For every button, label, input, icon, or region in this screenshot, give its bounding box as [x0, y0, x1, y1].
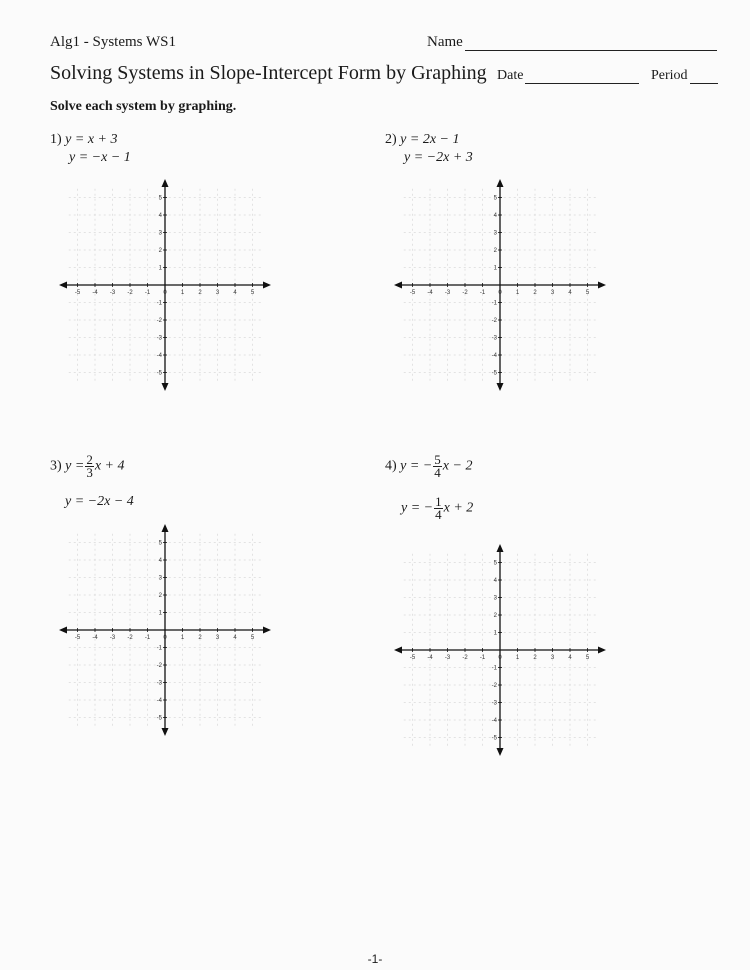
name-field [427, 34, 717, 51]
axis-arrow-icon [598, 282, 606, 289]
x-tick-label: 3 [550, 655, 555, 661]
y-tick-label: 2 [158, 593, 162, 599]
y-tick-label: 1 [158, 610, 162, 617]
axis-arrow-icon [497, 748, 504, 756]
equation-1-prefix: y = [65, 458, 85, 474]
x-tick-label: -4 [427, 655, 433, 661]
problem-2 [385, 132, 460, 148]
denominator: 4 [434, 465, 441, 480]
x-tick-label: 0 [163, 635, 167, 641]
fraction [434, 496, 443, 521]
y-tick-label: 5 [493, 560, 497, 567]
problem-number: 3) [50, 458, 62, 474]
problem-2-equation-2: y = −2x + 3 [404, 150, 473, 165]
y-tick-label: 3 [158, 575, 162, 582]
x-tick-label: 1 [180, 290, 185, 296]
y-tick-label: -4 [491, 353, 497, 359]
y-tick-label: 5 [158, 195, 162, 202]
x-tick-label: -2 [462, 655, 468, 661]
equation-1-suffix: x − 2 [442, 458, 473, 474]
x-tick-label: -5 [74, 290, 81, 296]
x-tick-label: 4 [233, 290, 237, 296]
equation-1: y = 2x − 1 [400, 132, 460, 147]
axis-arrow-icon [162, 179, 169, 187]
y-tick-label: -4 [491, 718, 497, 724]
numerator: 5 [434, 452, 441, 467]
x-tick-label: 0 [163, 290, 167, 296]
y-tick-label: 2 [158, 248, 162, 254]
equation-2-prefix: y = − [401, 500, 434, 516]
problem-1-equation-2: y = −x − 1 [69, 150, 131, 165]
x-tick-label: 0 [498, 290, 502, 296]
name-blank[interactable] [465, 36, 717, 51]
y-tick-label: 5 [158, 540, 162, 547]
period-blank[interactable] [690, 69, 718, 84]
y-tick-label: -3 [491, 335, 497, 342]
fraction [85, 454, 94, 479]
x-tick-label: -4 [92, 635, 98, 641]
axis-arrow-icon [59, 627, 67, 634]
axis-arrow-icon [394, 282, 402, 289]
x-tick-label: -3 [444, 655, 451, 661]
denominator: 4 [435, 507, 442, 522]
y-tick-label: -4 [156, 698, 162, 704]
x-tick-label: 3 [215, 290, 220, 296]
y-tick-label: -2 [491, 683, 497, 689]
x-tick-label: 1 [515, 290, 520, 296]
y-tick-label: -1 [156, 645, 162, 652]
x-tick-label: -1 [144, 635, 151, 641]
y-tick-label: 4 [493, 213, 497, 219]
equation-2-suffix: x + 2 [443, 500, 474, 516]
axis-arrow-icon [162, 383, 169, 391]
y-tick-label: 1 [158, 265, 162, 272]
x-tick-label: -1 [479, 290, 486, 296]
problem-number: 1) [50, 132, 62, 147]
problem-3-equation-2: y = −2x − 4 [65, 494, 134, 509]
y-tick-label: -3 [491, 700, 497, 707]
y-tick-label: 4 [158, 558, 162, 564]
y-tick-label: -1 [156, 300, 162, 307]
x-tick-label: 3 [550, 290, 555, 296]
y-tick-label: 3 [493, 230, 497, 237]
problem-4 [385, 454, 472, 479]
denominator: 3 [86, 465, 93, 480]
x-tick-label: 1 [180, 635, 185, 641]
axis-arrow-icon [497, 383, 504, 391]
problem-number: 2) [385, 132, 397, 147]
x-tick-label: -2 [127, 290, 133, 296]
problem-number: 4) [385, 458, 397, 474]
axis-arrow-icon [162, 524, 169, 532]
y-tick-label: -2 [156, 318, 162, 324]
equation-1-prefix: y = − [400, 458, 433, 474]
axis-arrow-icon [497, 544, 504, 552]
y-tick-label: 4 [493, 578, 497, 584]
equation-1-suffix: x + 4 [94, 458, 125, 474]
equation-1: y = x + 3 [65, 132, 118, 147]
axis-arrow-icon [59, 282, 67, 289]
page-number: -1- [367, 952, 383, 966]
axis-arrow-icon [162, 728, 169, 736]
coordinate-grid-4[interactable] [390, 535, 610, 755]
y-tick-label: 3 [158, 230, 162, 237]
x-tick-label: 2 [533, 290, 537, 296]
coordinate-grid-2[interactable] [390, 170, 610, 390]
y-tick-label: 1 [493, 265, 497, 272]
date-field [497, 68, 639, 84]
problem-4-equation-2 [401, 496, 473, 521]
x-tick-label: -5 [74, 635, 81, 641]
name-label: Name [427, 34, 463, 50]
y-tick-label: 5 [493, 195, 497, 202]
y-tick-label: -3 [156, 335, 162, 342]
instructions: Solve each system by graphing. [50, 99, 237, 114]
numerator: 2 [86, 452, 93, 467]
axis-arrow-icon [263, 282, 271, 289]
x-tick-label: -1 [479, 655, 486, 661]
y-tick-label: -2 [491, 318, 497, 324]
x-tick-label: 2 [198, 635, 202, 641]
problem-3 [50, 454, 125, 479]
y-tick-label: -5 [491, 735, 497, 742]
axis-arrow-icon [394, 647, 402, 654]
course-label: Alg1 - Systems WS1 [50, 34, 176, 50]
axis-arrow-icon [497, 179, 504, 187]
axis-arrow-icon [263, 627, 271, 634]
y-tick-label: 2 [493, 248, 497, 254]
x-tick-label: 4 [233, 635, 237, 641]
x-tick-label: 4 [568, 655, 572, 661]
x-tick-label: -5 [409, 655, 416, 661]
x-tick-label: -2 [127, 635, 133, 641]
x-tick-label: 5 [250, 290, 255, 296]
x-tick-label: -4 [427, 290, 433, 296]
x-tick-label: 1 [515, 655, 520, 661]
y-tick-label: -5 [156, 370, 162, 377]
y-tick-label: -3 [156, 680, 162, 687]
date-label: Date [497, 68, 524, 83]
y-tick-label: 2 [493, 613, 497, 619]
numerator: 1 [435, 494, 442, 509]
y-tick-label: -5 [491, 370, 497, 377]
x-tick-label: -1 [144, 290, 151, 296]
x-tick-label: -5 [409, 290, 416, 296]
x-tick-label: -4 [92, 290, 98, 296]
y-tick-label: 3 [493, 595, 497, 602]
x-tick-label: 3 [215, 635, 220, 641]
problem-1 [50, 132, 118, 148]
date-blank[interactable] [525, 69, 639, 84]
y-tick-label: 1 [493, 630, 497, 637]
period-label: Period [651, 68, 688, 83]
y-tick-label: -1 [491, 665, 497, 672]
y-tick-label: 4 [158, 213, 162, 219]
x-tick-label: 0 [498, 655, 502, 661]
x-tick-label: 5 [585, 290, 590, 296]
period-field [651, 68, 718, 84]
x-tick-label: -3 [444, 290, 451, 296]
x-tick-label: 2 [198, 290, 202, 296]
y-tick-label: -4 [156, 353, 162, 359]
coordinate-grid-3[interactable] [55, 515, 275, 735]
x-tick-label: 2 [533, 655, 537, 661]
x-tick-label: -3 [109, 290, 116, 296]
axis-arrow-icon [598, 647, 606, 654]
y-tick-label: -5 [156, 715, 162, 722]
worksheet-title: Solving Systems in Slope-Intercept Form by Graphing [50, 62, 487, 84]
x-tick-label: -2 [462, 290, 468, 296]
x-tick-label: 5 [250, 635, 255, 641]
x-tick-label: -3 [109, 635, 116, 641]
y-tick-label: -2 [156, 663, 162, 669]
x-tick-label: 4 [568, 290, 572, 296]
y-tick-label: -1 [491, 300, 497, 307]
fraction [433, 454, 442, 479]
x-tick-label: 5 [585, 655, 590, 661]
coordinate-grid-1[interactable] [55, 170, 275, 390]
